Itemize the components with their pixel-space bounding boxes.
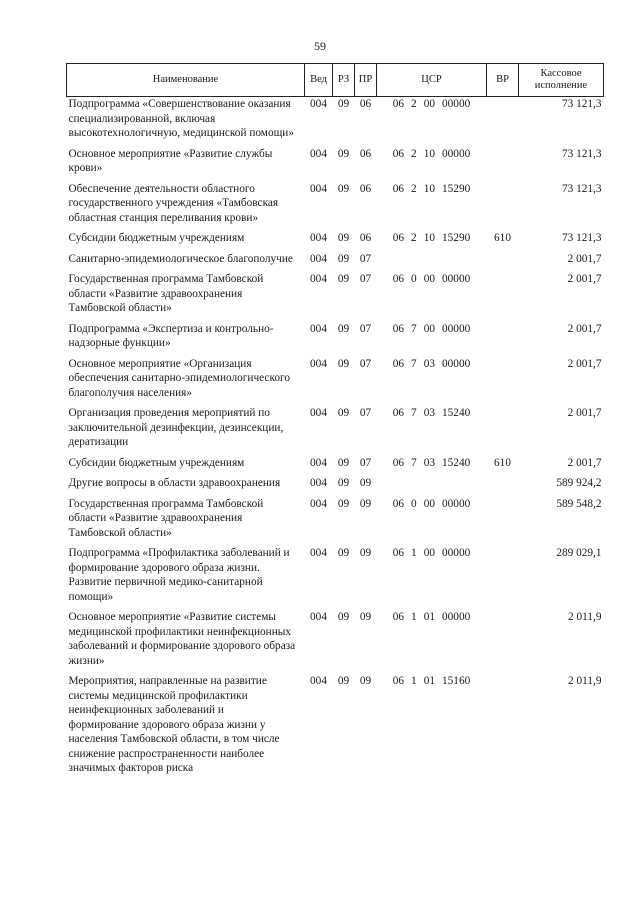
row-vr <box>487 497 519 547</box>
row-vr <box>487 674 519 782</box>
csr-part: 00 <box>423 273 435 285</box>
row-rz: 09 <box>337 182 350 195</box>
table-row <box>67 147 604 182</box>
csr-part: 00 <box>423 98 435 110</box>
csr-code <box>393 147 471 162</box>
header-ved: Вед <box>305 64 333 97</box>
header-name: Наименование <box>67 64 305 97</box>
row-rz: 09 <box>337 497 350 510</box>
row-vr <box>487 182 519 232</box>
row-pr: 09 <box>359 675 372 687</box>
csr-part: 01 <box>423 611 435 623</box>
row-name: Государственная программа Тамбовской области «Развитие здравоохранения Тамбовской области» <box>68 273 264 314</box>
row-vr <box>487 476 519 497</box>
table-body <box>67 97 604 782</box>
csr-part: 00 <box>423 547 435 559</box>
row-rz: 09 <box>337 611 350 623</box>
csr-part: 10 <box>423 232 435 244</box>
csr-part: 06 <box>392 232 405 244</box>
row-pr: 06 <box>359 147 372 160</box>
row-amount: 2 011,9 <box>568 611 602 623</box>
row-ved: 004 <box>310 252 327 265</box>
row-name: Другие вопросы в области здравоохранения <box>68 477 281 489</box>
row-ved: 004 <box>310 322 327 335</box>
table-row <box>67 456 604 477</box>
csr-part: 2 <box>411 182 417 195</box>
csr-part: 06 <box>392 675 405 687</box>
csr-code <box>393 610 471 625</box>
row-rz: 09 <box>337 407 350 419</box>
row-name: Санитарно-эпидемиологическое благополучие <box>68 252 293 265</box>
row-amount: 73 121,3 <box>561 147 602 160</box>
csr-part: 7 <box>411 357 417 370</box>
row-amount: 2 001,7 <box>567 322 602 335</box>
csr-code <box>393 497 471 512</box>
csr-code <box>393 674 471 689</box>
row-name: Основное мероприятие «Организация обеспечения санитарно-эпидемиологического благополучия населения» <box>68 357 291 399</box>
csr-code <box>393 182 471 197</box>
page-number: 59 <box>314 39 326 53</box>
csr-part: 0 <box>411 497 417 510</box>
csr-code <box>393 97 471 112</box>
row-vr <box>487 147 519 182</box>
csr-part: 06 <box>392 456 405 469</box>
row-rz: 09 <box>337 477 350 489</box>
row-amount: 73 121,3 <box>561 182 602 195</box>
row-ved: 004 <box>310 675 327 687</box>
csr-part: 01 <box>423 675 435 687</box>
row-vr <box>487 97 519 147</box>
csr-part: 2 <box>411 98 417 110</box>
row-pr: 09 <box>359 497 372 510</box>
row-pr: 07 <box>359 322 372 335</box>
row-rz: 09 <box>337 675 350 687</box>
row-name: Подпрограмма «Экспертиза и контрольно-надзорные функции» <box>68 322 274 349</box>
row-pr: 06 <box>359 182 372 195</box>
row-vr <box>487 610 519 674</box>
csr-part: 1 <box>411 675 417 687</box>
csr-part: 15240 <box>442 407 471 419</box>
row-amount: 2 001,7 <box>567 252 602 265</box>
csr-part: 7 <box>411 456 417 469</box>
csr-code <box>393 546 471 561</box>
table-row <box>67 97 604 147</box>
row-ved: 004 <box>310 611 327 623</box>
csr-part: 0 <box>411 273 417 285</box>
csr-part: 00000 <box>442 357 471 370</box>
row-amount: 73 121,3 <box>561 232 602 244</box>
row-rz: 09 <box>337 273 350 285</box>
row-vr <box>487 406 519 456</box>
row-pr: 07 <box>359 456 372 469</box>
row-amount: 2 001,7 <box>567 407 602 419</box>
csr-part: 1 <box>411 611 417 623</box>
table-row <box>67 497 604 547</box>
row-csr <box>377 456 487 477</box>
row-csr <box>377 252 487 273</box>
row-name: Подпрограмма «Совершенствование оказания специализированной, включая высокотехнологичную, медицинской помощи» <box>68 98 294 139</box>
row-rz: 09 <box>337 547 350 559</box>
csr-part: 06 <box>392 611 405 623</box>
row-name: Основное мероприятие «Развитие системы медицинской профилактики неинфекционных заболеваний и формирование здорового образа жизни» <box>68 611 296 667</box>
row-amount: 2 011,9 <box>568 675 602 687</box>
csr-code <box>393 231 471 246</box>
row-ved: 004 <box>310 497 327 510</box>
csr-part: 1 <box>411 547 417 559</box>
csr-part: 06 <box>392 147 405 160</box>
table-row <box>67 546 604 610</box>
row-name: Обеспечение деятельности областного государственного учреждения «Тамбовская областная станция переливания крови» <box>68 182 279 224</box>
row-amount: 589 924,2 <box>556 477 602 489</box>
table-row <box>67 252 604 273</box>
csr-part: 10 <box>423 182 435 195</box>
row-name: Субсидии бюджетным учреждениям <box>68 232 245 244</box>
csr-part: 06 <box>392 98 405 110</box>
table-row <box>67 272 604 322</box>
row-name: Государственная программа Тамбовской области «Развитие здравоохранения Тамбовской области» <box>68 497 264 539</box>
csr-part: 10 <box>423 147 435 160</box>
row-amount: 2 001,7 <box>567 456 602 469</box>
header-vr: ВР <box>487 64 519 97</box>
row-csr <box>377 497 487 547</box>
table-row <box>67 610 604 674</box>
row-pr: 09 <box>359 611 372 623</box>
row-csr <box>377 610 487 674</box>
row-ved: 004 <box>310 477 327 489</box>
csr-code <box>393 357 471 372</box>
csr-part: 06 <box>392 497 405 510</box>
row-csr <box>377 147 487 182</box>
row-csr <box>377 674 487 782</box>
csr-part: 00000 <box>442 497 471 510</box>
csr-code <box>393 406 471 421</box>
csr-part: 15290 <box>442 232 471 244</box>
csr-part: 00 <box>423 497 435 510</box>
csr-code <box>393 322 471 337</box>
csr-part: 00 <box>423 322 435 335</box>
csr-part: 03 <box>423 357 435 370</box>
row-csr <box>377 97 487 147</box>
row-rz: 09 <box>337 456 350 469</box>
header-pr: ПР <box>355 64 377 97</box>
csr-part: 7 <box>411 322 417 335</box>
csr-part: 06 <box>392 357 405 370</box>
csr-part: 03 <box>423 407 435 419</box>
row-vr <box>487 322 519 357</box>
header-amount: Кассовое исполнение <box>519 64 604 97</box>
row-rz: 09 <box>337 147 350 160</box>
row-vr: 610 <box>494 232 511 244</box>
csr-part: 00000 <box>442 547 471 559</box>
csr-part: 00000 <box>442 611 471 623</box>
row-pr: 06 <box>359 232 372 244</box>
table-row <box>67 231 604 252</box>
row-amount: 73 121,3 <box>561 98 602 110</box>
row-pr: 09 <box>359 477 372 489</box>
row-pr: 07 <box>359 273 372 285</box>
header-csr: ЦСР <box>377 64 487 97</box>
csr-part: 00000 <box>442 273 471 285</box>
row-vr <box>487 272 519 322</box>
table-row <box>67 476 604 497</box>
table-header <box>67 64 604 97</box>
csr-part: 7 <box>411 407 417 419</box>
row-amount: 2 001,7 <box>567 273 602 285</box>
csr-code <box>393 456 471 471</box>
row-ved: 004 <box>310 456 327 469</box>
csr-part: 15290 <box>442 182 471 195</box>
row-pr: 07 <box>359 252 372 265</box>
csr-part: 15240 <box>442 456 471 469</box>
row-csr <box>377 406 487 456</box>
row-vr <box>487 357 519 407</box>
row-vr <box>487 252 519 273</box>
row-csr <box>377 231 487 252</box>
row-rz: 09 <box>337 252 350 265</box>
row-pr: 06 <box>359 98 372 110</box>
table-row <box>67 322 604 357</box>
row-amount: 2 001,7 <box>567 357 602 370</box>
row-name: Мероприятия, направленные на развитие системы медицинской профилактики неинфекционных заболеваний и формирование здорового образа жизни у населения Тамбовской области, в том числе снижение распространенности наиболее значимых факторов риска <box>68 675 280 774</box>
row-ved: 004 <box>310 407 327 419</box>
csr-part: 00000 <box>442 147 471 160</box>
csr-part: 00000 <box>442 322 471 335</box>
row-rz: 09 <box>337 232 350 244</box>
row-ved: 004 <box>310 547 327 559</box>
row-vr: 610 <box>494 456 511 469</box>
csr-part: 06 <box>392 182 405 195</box>
row-amount: 589 548,2 <box>556 497 602 510</box>
row-ved: 004 <box>310 232 327 244</box>
csr-part: 06 <box>392 322 405 335</box>
csr-part: 2 <box>411 147 417 160</box>
row-pr: 09 <box>359 547 372 559</box>
row-rz: 09 <box>337 357 350 370</box>
row-vr <box>487 546 519 610</box>
row-pr: 07 <box>359 407 372 419</box>
header-rz: РЗ <box>333 64 355 97</box>
csr-part: 00000 <box>442 98 471 110</box>
row-name: Подпрограмма «Профилактика заболеваний и формирование здорового образа жизни. Развитие первичной медико-санитарной помощи» <box>68 547 290 603</box>
row-name: Субсидии бюджетным учреждениям <box>68 456 245 469</box>
csr-part: 06 <box>392 273 405 285</box>
table-row <box>67 182 604 232</box>
row-ved: 004 <box>310 147 327 160</box>
table-row <box>67 674 604 782</box>
csr-part: 03 <box>423 456 435 469</box>
row-csr <box>377 357 487 407</box>
row-rz: 09 <box>337 98 350 110</box>
table-row <box>67 406 604 456</box>
csr-code <box>393 272 471 287</box>
row-ved: 004 <box>310 182 327 195</box>
table-row <box>67 357 604 407</box>
row-csr <box>377 476 487 497</box>
row-csr <box>377 182 487 232</box>
row-name: Основное мероприятие «Развитие службы крови» <box>68 147 273 174</box>
csr-part: 06 <box>392 547 405 559</box>
row-csr <box>377 272 487 322</box>
row-rz: 09 <box>337 322 350 335</box>
row-pr: 07 <box>359 357 372 370</box>
row-ved: 004 <box>310 273 327 285</box>
row-amount: 289 029,1 <box>556 547 602 559</box>
row-ved: 004 <box>310 357 327 370</box>
row-csr <box>377 322 487 357</box>
budget-table <box>66 63 604 782</box>
row-name: Организация проведения мероприятий по заключительной дезинфекции, дезинсекции, дератизации <box>68 407 284 448</box>
csr-part: 06 <box>392 407 405 419</box>
csr-part: 15160 <box>442 675 471 687</box>
row-ved: 004 <box>310 98 327 110</box>
row-csr <box>377 546 487 610</box>
csr-part: 2 <box>411 232 417 244</box>
